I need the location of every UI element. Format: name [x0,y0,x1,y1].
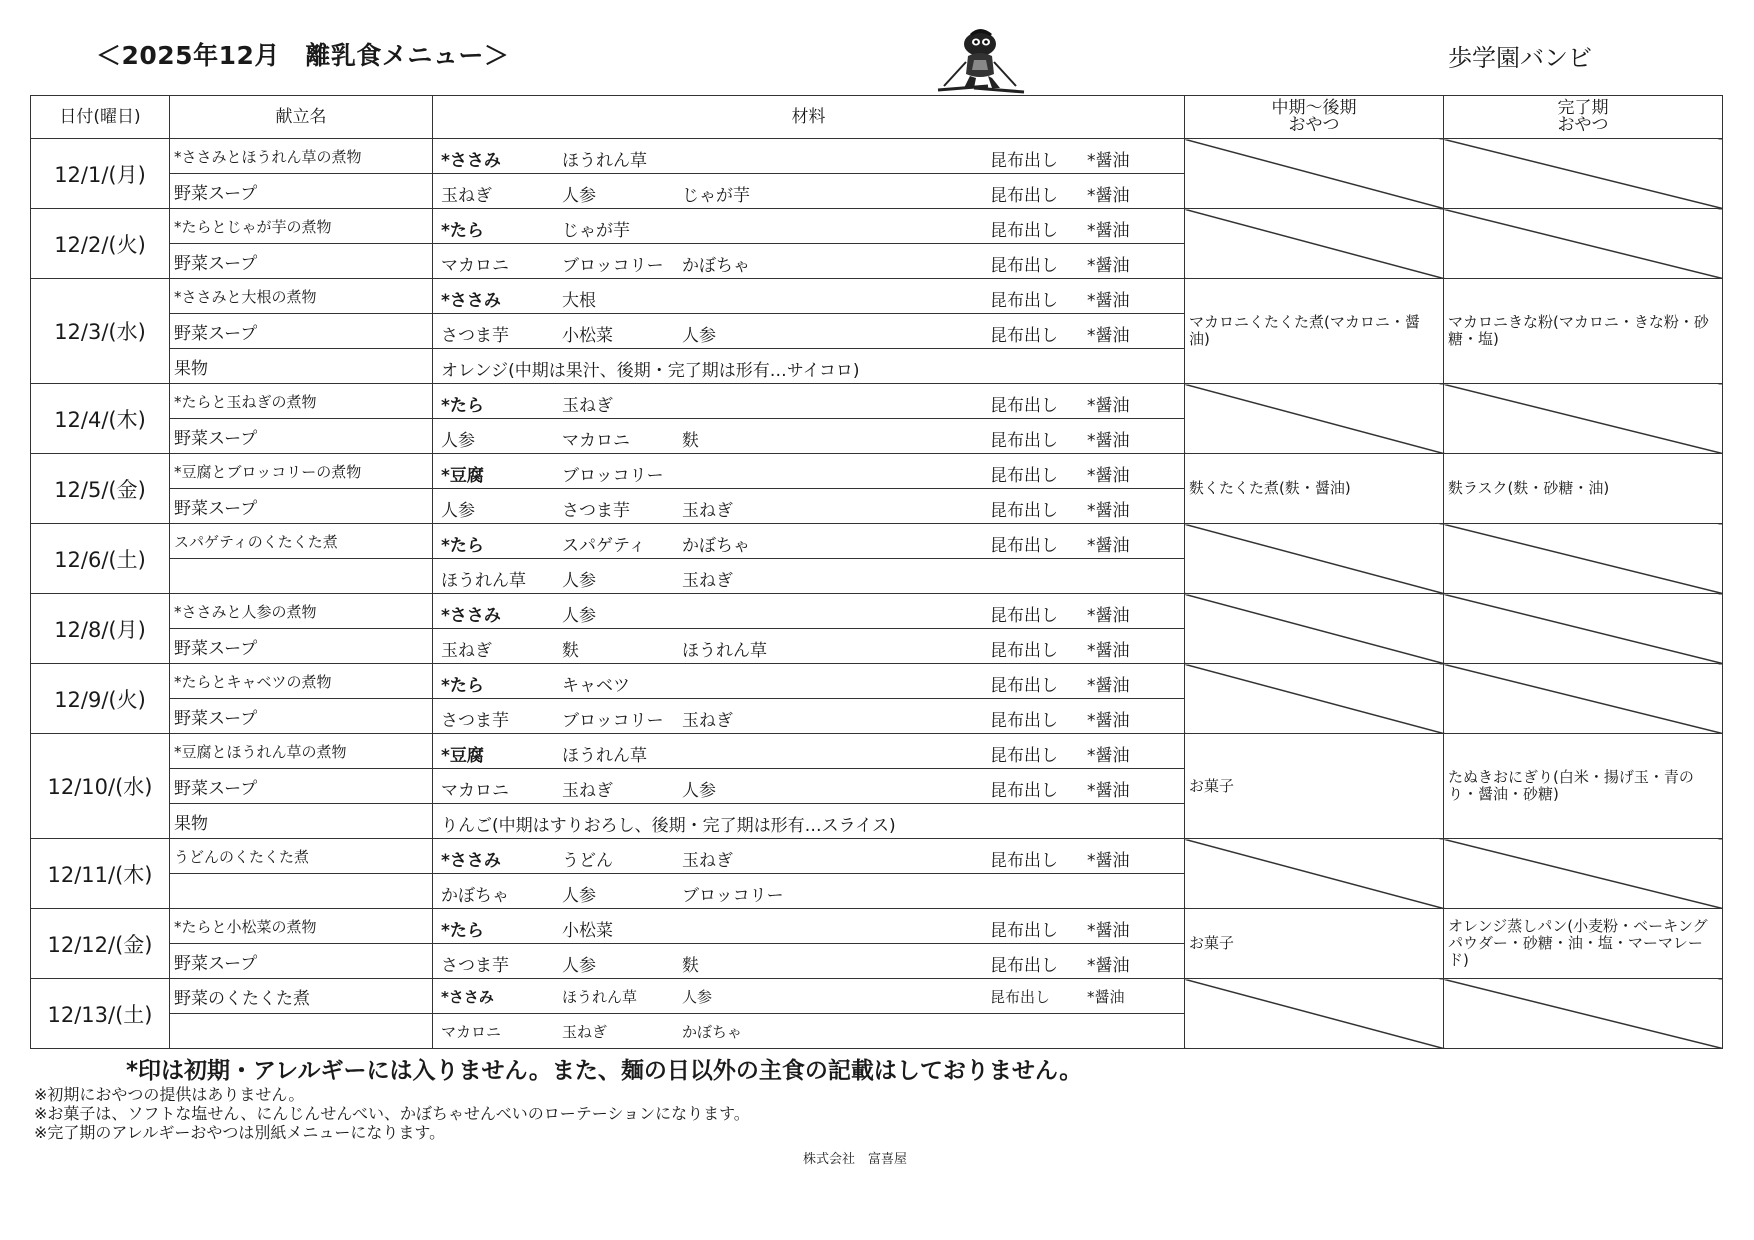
mid-snack-cell [1185,594,1444,664]
ingredient-2: ブロッコリー [562,466,664,486]
ingredient-seasoning: *醤油 [1087,151,1130,171]
header-comp-snack [1444,96,1723,139]
note-1: ※初期におやつの提供はありません。 [34,1085,305,1104]
ingredient-2: 人参 [562,956,596,976]
ingredient-3: かぼちゃ [682,536,750,556]
ingredient-stock: 昆布出し [990,221,1058,241]
ingredients-cell [433,909,1185,944]
table-row [31,979,1723,1014]
ingredient-3: かぼちゃ [682,256,750,276]
ingredients-row [437,174,1184,208]
ingredient-stock: 昆布出し [990,151,1058,171]
ingredients-row [437,839,1184,873]
ingredients-row [437,664,1184,698]
ingredient-stock: 昆布出し [990,186,1058,206]
ingredient-2: 小松菜 [562,326,613,346]
date-cell: 12/11/(木) [31,839,170,909]
ingredients-row [437,944,1184,978]
comp-snack-cell: オレンジ蒸しパン(小麦粉・ベーキングパウダー・砂糖・油・塩・マーマレード) [1444,909,1723,979]
dish-name-cell: *ささみと人参の煮物 [170,594,433,629]
ingredients-row [437,594,1184,628]
ingredients-row [437,349,1184,383]
ingredient-main: *たら [441,921,484,941]
ingredient-2: 玉ねぎ [562,781,613,801]
dish-name-cell: 野菜スープ [170,244,433,279]
ingredient-main: *ささみ [441,988,494,1006]
ingredient-2: 麩 [562,641,579,661]
ingredient-main: マカロニ [441,1023,502,1041]
ingredients-cell [433,594,1185,629]
dish-name-cell: 野菜スープ [170,489,433,524]
ingredients-cell [433,174,1185,209]
ingredient-stock: 昆布出し [990,988,1051,1006]
ingredient-3: かぼちゃ [682,1023,743,1041]
ingredients-row [437,384,1184,418]
ingredient-stock: 昆布出し [990,781,1058,801]
ingredient-full-text: りんご(中期はすりおろし、後期・完了期は形有…スライス) [441,816,896,836]
dish-name-cell [170,559,433,594]
ingredients-cell [433,419,1185,454]
ingredient-stock: 昆布出し [990,501,1058,521]
dish-name-cell [170,1014,433,1049]
menu-table [30,95,1723,1049]
ingredient-2: ほうれん草 [562,988,638,1006]
table-row [31,279,1723,314]
ingredient-2: ほうれん草 [562,151,647,171]
ingredients-row [437,734,1184,768]
ingredients-cell [433,839,1185,874]
comp-snack-cell: たぬきおにぎり(白米・揚げ玉・青のり・醤油・砂糖) [1444,734,1723,839]
dish-name-cell: 野菜スープ [170,629,433,664]
ingredients-cell [433,769,1185,804]
ingredient-seasoning: *醤油 [1087,956,1130,976]
date-cell: 12/4/(木) [31,384,170,454]
ingredient-stock: 昆布出し [990,431,1058,451]
ingredients-cell [433,559,1185,594]
ingredients-row [437,454,1184,488]
dish-name-cell: 野菜のくたくた煮 [170,979,433,1014]
ingredient-stock: 昆布出し [990,921,1058,941]
ingredients-cell [433,314,1185,349]
table-row [31,839,1723,874]
ingredients-cell [433,244,1185,279]
comp-snack-cell [1444,839,1723,909]
ingredient-main: かぼちゃ [441,886,509,906]
ingredients-cell [433,209,1185,244]
ingredient-2: じゃが芋 [562,221,630,241]
ingredient-stock: 昆布出し [990,676,1058,696]
ingredient-main: ほうれん草 [441,571,526,591]
ingredients-cell [433,139,1185,174]
ingredient-main: *たら [441,536,484,556]
dish-name-cell: *たらとじゃが芋の煮物 [170,209,433,244]
ingredient-2: ブロッコリー [562,711,664,731]
ingredients-cell [433,524,1185,559]
table-header-row [31,96,1723,139]
ingredients-cell [433,454,1185,489]
table-row [31,594,1723,629]
ingredient-seasoning: *醤油 [1087,431,1130,451]
date-cell: 12/9/(火) [31,664,170,734]
ingredient-seasoning: *醤油 [1087,921,1130,941]
ingredient-main: マカロニ [441,256,509,276]
comp-snack-cell [1444,209,1723,279]
dish-name-cell: *豆腐とほうれん草の煮物 [170,734,433,769]
ingredients-cell [433,349,1185,384]
ingredient-3: 麩 [682,431,699,451]
ingredients-row [437,979,1184,1013]
ingredient-seasoning: *醤油 [1087,676,1130,696]
ingredients-row [437,629,1184,663]
ingredient-3: ほうれん草 [682,641,767,661]
table-row [31,384,1723,419]
ingredient-3: 人参 [682,988,713,1006]
ingredient-stock: 昆布出し [990,396,1058,416]
ingredient-main: *ささみ [441,851,501,871]
dish-name-cell: *たらと玉ねぎの煮物 [170,384,433,419]
dish-name-cell: 野菜スープ [170,314,433,349]
ingredient-2: 人参 [562,606,596,626]
dish-name-cell: 果物 [170,804,433,839]
comp-snack-cell [1444,384,1723,454]
ingredient-main: 人参 [441,431,475,451]
ingredient-seasoning: *醤油 [1087,606,1130,626]
ingredient-seasoning: *醤油 [1087,291,1130,311]
ingredients-cell [433,804,1185,839]
ingredient-seasoning: *醤油 [1087,466,1130,486]
date-cell: 12/8/(月) [31,594,170,664]
ingredient-2: ブロッコリー [562,256,664,276]
mid-snack-cell: マカロニくたくた煮(マカロニ・醤油) [1185,279,1444,384]
ingredient-2: うどん [562,851,613,871]
date-cell: 12/1/(月) [31,139,170,209]
table-row [31,209,1723,244]
date-cell: 12/3/(水) [31,279,170,384]
note-3: ※完了期のアレルギーおやつは別紙メニューになります。 [34,1123,446,1142]
ingredients-row [437,244,1184,278]
ingredient-main: さつま芋 [441,326,509,346]
mid-snack-cell: お菓子 [1185,909,1444,979]
ingredient-3: 玉ねぎ [682,851,733,871]
dish-name-cell: *たらとキャベツの煮物 [170,664,433,699]
dish-name-cell: 野菜スープ [170,174,433,209]
ingredient-stock: 昆布出し [990,956,1058,976]
ingredient-2: 人参 [562,886,596,906]
ingredient-stock: 昆布出し [990,606,1058,626]
ingredient-seasoning: *醤油 [1087,641,1130,661]
comp-snack-cell: 麩ラスク(麩・砂糖・油) [1444,454,1723,524]
date-cell: 12/13/(土) [31,979,170,1049]
ingredient-3: 麩 [682,956,699,976]
ingredients-cell [433,734,1185,769]
ingredients-cell [433,384,1185,419]
ingredients-cell [433,664,1185,699]
ingredient-3: ブロッコリー [682,886,784,906]
comp-snack-cell [1444,594,1723,664]
ingredient-stock: 昆布出し [990,851,1058,871]
ingredients-row [437,874,1184,908]
ingredient-3: 玉ねぎ [682,711,733,731]
ingredient-2: スパゲティ [562,536,646,556]
ingredients-row [437,209,1184,243]
ingredients-row [437,419,1184,453]
ingredient-stock: 昆布出し [990,746,1058,766]
ingredients-row [437,559,1184,593]
ingredient-2: さつま芋 [562,501,630,521]
mid-snack-cell [1185,209,1444,279]
ingredient-seasoning: *醤油 [1087,851,1130,871]
ingredients-row [437,489,1184,523]
mid-snack-cell [1185,139,1444,209]
ingredient-2: マカロニ [562,431,630,451]
ingredient-seasoning: *醤油 [1087,186,1130,206]
ingredient-main: さつま芋 [441,711,509,731]
comp-snack-cell [1444,979,1723,1049]
ingredient-main: *たら [441,676,484,696]
header-comp-snack-line2: おやつ [1557,115,1609,135]
ingredients-row [437,279,1184,313]
ingredient-3: 人参 [682,781,716,801]
comp-snack-cell [1444,524,1723,594]
ingredient-stock: 昆布出し [990,536,1058,556]
ingredient-2: 人参 [562,571,596,591]
ingredient-seasoning: *醤油 [1087,711,1130,731]
table-row [31,734,1723,769]
ingredients-row [437,909,1184,943]
ingredient-main: *豆腐 [441,466,484,486]
ingredient-main: 玉ねぎ [441,641,492,661]
ingredient-main: *豆腐 [441,746,484,766]
header-date: 日付(曜日) [31,96,170,139]
dish-name-cell [170,874,433,909]
ingredient-main: さつま芋 [441,956,509,976]
comp-snack-cell: マカロニきな粉(マカロニ・きな粉・砂糖・塩) [1444,279,1723,384]
ingredients-row [437,699,1184,733]
table-row [31,139,1723,174]
ingredient-2: ほうれん草 [562,746,647,766]
mid-snack-cell [1185,979,1444,1049]
ingredient-stock: 昆布出し [990,326,1058,346]
table-row [31,524,1723,559]
table-row [31,664,1723,699]
ingredients-cell [433,489,1185,524]
ingredients-cell [433,279,1185,314]
ingredient-3: 人参 [682,326,716,346]
ingredient-2: 大根 [562,291,596,311]
header-mid-snack-line2: おやつ [1288,115,1340,135]
ingredient-3: 玉ねぎ [682,501,733,521]
dish-name-cell: *ささみと大根の煮物 [170,279,433,314]
ingredient-seasoning: *醤油 [1087,326,1130,346]
header-dish: 献立名 [170,96,433,139]
note-main: *印は初期・アレルギーには入りません。また、麺の日以外の主食の記載はしておりません。 [126,1058,1083,1084]
ingredient-2: 小松菜 [562,921,613,941]
ingredient-stock: 昆布出し [990,641,1058,661]
table-row [31,909,1723,944]
menu-body [31,139,1723,1049]
organization-name: 歩学園バンビ [1448,44,1592,72]
ingredient-2: 人参 [562,186,596,206]
header-mid-snack [1185,96,1444,139]
dish-name-cell: *たらと小松菜の煮物 [170,909,433,944]
dish-name-cell: スパゲティのくたくた煮 [170,524,433,559]
dish-name-cell: 野菜スープ [170,944,433,979]
dish-name-cell: *ささみとほうれん草の煮物 [170,139,433,174]
ingredient-seasoning: *醤油 [1087,221,1130,241]
ingredients-cell [433,944,1185,979]
date-cell: 12/10/(水) [31,734,170,839]
dish-name-cell: 野菜スープ [170,699,433,734]
ingredient-2: 玉ねぎ [562,1023,608,1041]
ingredients-row [437,524,1184,558]
dish-name-cell: 野菜スープ [170,419,433,454]
table-row [31,454,1723,489]
comp-snack-cell [1444,139,1723,209]
ingredients-row [437,139,1184,173]
note-2: ※お菓子は、ソフトな塩せん、にんじんせんべい、かぼちゃせんべいのローテーションになります。 [34,1104,750,1123]
ingredient-main: 人参 [441,501,475,521]
dish-name-cell: 野菜スープ [170,769,433,804]
mascot-skier-icon [930,26,1030,96]
header-mid-snack-line1: 中期～後期 [1271,98,1357,118]
mid-snack-cell [1185,839,1444,909]
ingredient-seasoning: *醤油 [1087,396,1130,416]
ingredient-seasoning: *醤油 [1087,781,1130,801]
ingredient-2: 玉ねぎ [562,396,613,416]
ingredients-cell [433,874,1185,909]
ingredient-main: *ささみ [441,291,501,311]
mid-snack-cell: お菓子 [1185,734,1444,839]
date-cell: 12/5/(金) [31,454,170,524]
ingredients-row [437,769,1184,803]
comp-snack-cell [1444,664,1723,734]
ingredient-seasoning: *醤油 [1087,536,1130,556]
date-cell: 12/6/(土) [31,524,170,594]
ingredient-seasoning: *醤油 [1087,988,1125,1006]
ingredients-row [437,804,1184,838]
ingredient-main: 玉ねぎ [441,186,492,206]
ingredient-stock: 昆布出し [990,711,1058,731]
dish-name-cell: 果物 [170,349,433,384]
ingredient-seasoning: *醤油 [1087,501,1130,521]
ingredient-main: *ささみ [441,606,501,626]
ingredients-cell [433,979,1185,1014]
mid-snack-cell: 麩くたくた煮(麩・醤油) [1185,454,1444,524]
ingredient-2: キャベツ [562,676,630,696]
dish-name-cell: *豆腐とブロッコリーの煮物 [170,454,433,489]
ingredient-main: *たら [441,396,484,416]
mid-snack-cell [1185,664,1444,734]
ingredients-cell [433,629,1185,664]
page-title: ＜2025年12月 離乳食メニュー＞ [96,41,510,70]
ingredient-main: マカロニ [441,781,509,801]
header-ingredients: 材料 [433,96,1185,139]
ingredients-row [437,314,1184,348]
ingredient-main: *たら [441,221,484,241]
date-cell: 12/2/(火) [31,209,170,279]
ingredient-3: じゃが芋 [682,186,750,206]
ingredients-cell [433,699,1185,734]
header-comp-snack-line1: 完了期 [1557,98,1609,118]
ingredient-stock: 昆布出し [990,291,1058,311]
company-name: 株式会社 富喜屋 [803,1152,908,1167]
ingredient-seasoning: *醤油 [1087,256,1130,276]
ingredients-row [437,1014,1184,1048]
mid-snack-cell [1185,524,1444,594]
date-cell: 12/12/(金) [31,909,170,979]
ingredient-3: 玉ねぎ [682,571,733,591]
ingredient-seasoning: *醤油 [1087,746,1130,766]
mid-snack-cell [1185,384,1444,454]
ingredient-full-text: オレンジ(中期は果汁、後期・完了期は形有…サイコロ) [441,361,860,381]
ingredient-main: *ささみ [441,151,501,171]
ingredients-cell [433,1014,1185,1049]
ingredient-stock: 昆布出し [990,256,1058,276]
dish-name-cell: うどんのくたくた煮 [170,839,433,874]
ingredient-stock: 昆布出し [990,466,1058,486]
